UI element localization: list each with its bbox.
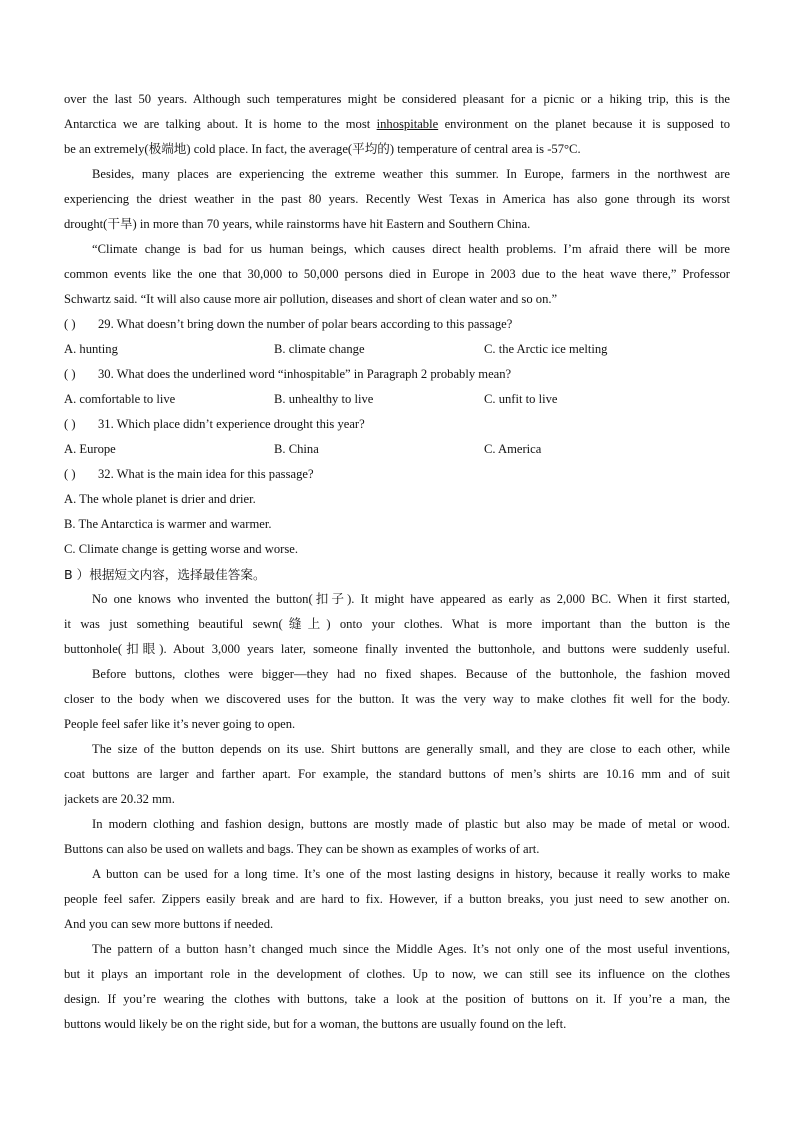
text-line: Besides, many places are experiencing the extreme weather this summer. In Europe, farmers in the northwest are (92, 167, 730, 181)
text-line: experiencing the driest weather in the past 80 years. Recently West Texas in America has also gone through its worst (64, 192, 730, 206)
text-line: In modern clothing and fashion design, buttons are mostly made of plastic but also may be made of metal or wood. (92, 817, 730, 831)
options-row (64, 337, 730, 362)
option-a[interactable]: A. The whole planet is drier and drier. (64, 492, 256, 506)
option-c[interactable]: C. unfit to live (484, 392, 558, 406)
passage-b-paragraph-1 (64, 587, 730, 662)
text-line: buttons would likely be on the right side, but for a woman, the buttons are usually found on the left. (64, 1017, 567, 1031)
options-row (64, 437, 730, 462)
text-line: Buttons can also be used on wallets and bags. They can be shown as examples of works of art. (64, 842, 540, 856)
text-line: The size of the button depends on its use. Shirt buttons are generally small, and they are close to each other, while (92, 742, 730, 756)
question-32 (64, 462, 730, 562)
text-line: but it plays an important role in the development of clothes. Up to now, we can still see its influence on the clothes (64, 967, 730, 981)
question-31 (64, 412, 730, 462)
text-line: closer to the body when we discovered uses for the button. It was the very way to make clothes fit well for the body. (64, 692, 730, 706)
options-row (64, 387, 730, 412)
document-page (64, 87, 730, 1037)
text-line: be an extremely(极端地) cold place. In fact, the average(平均的) temperature of central area is -57°C. (64, 142, 581, 156)
question-stem: ( ) 29. What doesn’t bring down the number of polar bears according to this passage? (64, 312, 730, 337)
question-29 (64, 312, 730, 362)
text-line: Antarctica we are talking about. It is home to the most inhospitable environment on the planet because it is supposed to (64, 117, 730, 131)
text-line: “Climate change is bad for us human beings, which causes direct health problems. I’m afraid there will be more (92, 242, 730, 256)
passage-b-paragraph-2 (64, 662, 730, 737)
question-stem: ( ) 32. What is the main idea for this passage? (64, 462, 730, 487)
option-b[interactable]: B. climate change (274, 342, 365, 356)
answer-blank[interactable]: ( ) (64, 417, 76, 431)
passage-b-paragraph-5 (64, 862, 730, 937)
option-c[interactable]: C. Climate change is getting worse and worse. (64, 542, 298, 556)
text-line: drought(干旱) in more than 70 years, while rainstorms have hit Eastern and Southern China. (64, 217, 531, 231)
option-b[interactable]: B. China (274, 442, 319, 456)
passage-a-paragraph-1 (64, 87, 730, 162)
passage-b-paragraph-3 (64, 737, 730, 812)
text-line: And you can sew more buttons if needed. (64, 917, 274, 931)
text-line: over the last 50 years. Although such temperatures might be considered pleasant for a picnic or a hiking trip, this is the (64, 92, 730, 106)
answer-blank[interactable]: ( ) (64, 367, 76, 381)
text-line: buttonhole(扣眼). About 3,000 years later, someone finally invented the buttonhole, and buttons were suddenly useful. (64, 642, 730, 656)
question-stem: ( ) 31. Which place didn’t experience drought this year? (64, 412, 730, 437)
text-line: it was just something beautiful sewn(缝上) onto your clothes. What is more important than the button is the (64, 617, 730, 631)
text-line: A button can be used for a long time. It’s one of the most lasting designs in history, because it really works to make (92, 867, 730, 881)
passage-b-paragraph-6 (64, 937, 730, 1037)
section-b-heading: B ）根据短文内容，选择最佳答案。 (64, 567, 266, 582)
text-line: people feel safer. Zippers easily break and are hard to fix. However, if a button breaks, you just need to sew another on. (64, 892, 730, 906)
text-line: Schwartz said. “It will also cause more air pollution, diseases and short of clean water and so on.” (64, 292, 558, 306)
text-line: design. If you’re wearing the clothes with buttons, take a look at the position of buttons on it. If you’re a man, the (64, 992, 730, 1006)
underlined-word-inhospitable: inhospitable (376, 117, 439, 131)
answer-blank[interactable]: ( ) (64, 317, 76, 331)
option-a[interactable]: A. comfortable to live (64, 392, 176, 406)
option-a[interactable]: A. hunting (64, 342, 118, 356)
text-line: The pattern of a button hasn’t changed much since the Middle Ages. It’s not only one of the most useful inventions, (92, 942, 730, 956)
text-line: jackets are 20.32 mm. (64, 792, 175, 806)
option-c[interactable]: C. America (484, 442, 542, 456)
text-line: Before buttons, clothes were bigger—they had no fixed shapes. Because of the buttonhole, the fashion moved (92, 667, 730, 681)
text-line: common events like the one that 30,000 to 50,000 persons died in Europe in 2003 due to the heat wave there,” Professor (64, 267, 730, 281)
passage-a-paragraph-2 (64, 162, 730, 237)
passage-a-paragraph-3 (64, 237, 730, 312)
passage-b-paragraph-4 (64, 812, 730, 862)
text-line: coat buttons are larger and farther apart. For example, the standard buttons of men’s shirts are 10.16 mm and of suit (64, 767, 730, 781)
text-line: People feel safer like it’s never going to open. (64, 717, 296, 731)
option-b[interactable]: B. The Antarctica is warmer and warmer. (64, 517, 272, 531)
question-stem: ( ) 30. What does the underlined word “inhospitable” in Paragraph 2 probably mean? (64, 362, 730, 387)
text-line: No one knows who invented the button(扣子). It might have appeared as early as 2,000 BC. When it first started, (92, 592, 730, 606)
option-a[interactable]: A. Europe (64, 442, 116, 456)
option-c[interactable]: C. the Arctic ice melting (484, 342, 608, 356)
question-30 (64, 362, 730, 412)
option-b[interactable]: B. unhealthy to live (274, 392, 374, 406)
answer-blank[interactable]: ( ) (64, 467, 76, 481)
